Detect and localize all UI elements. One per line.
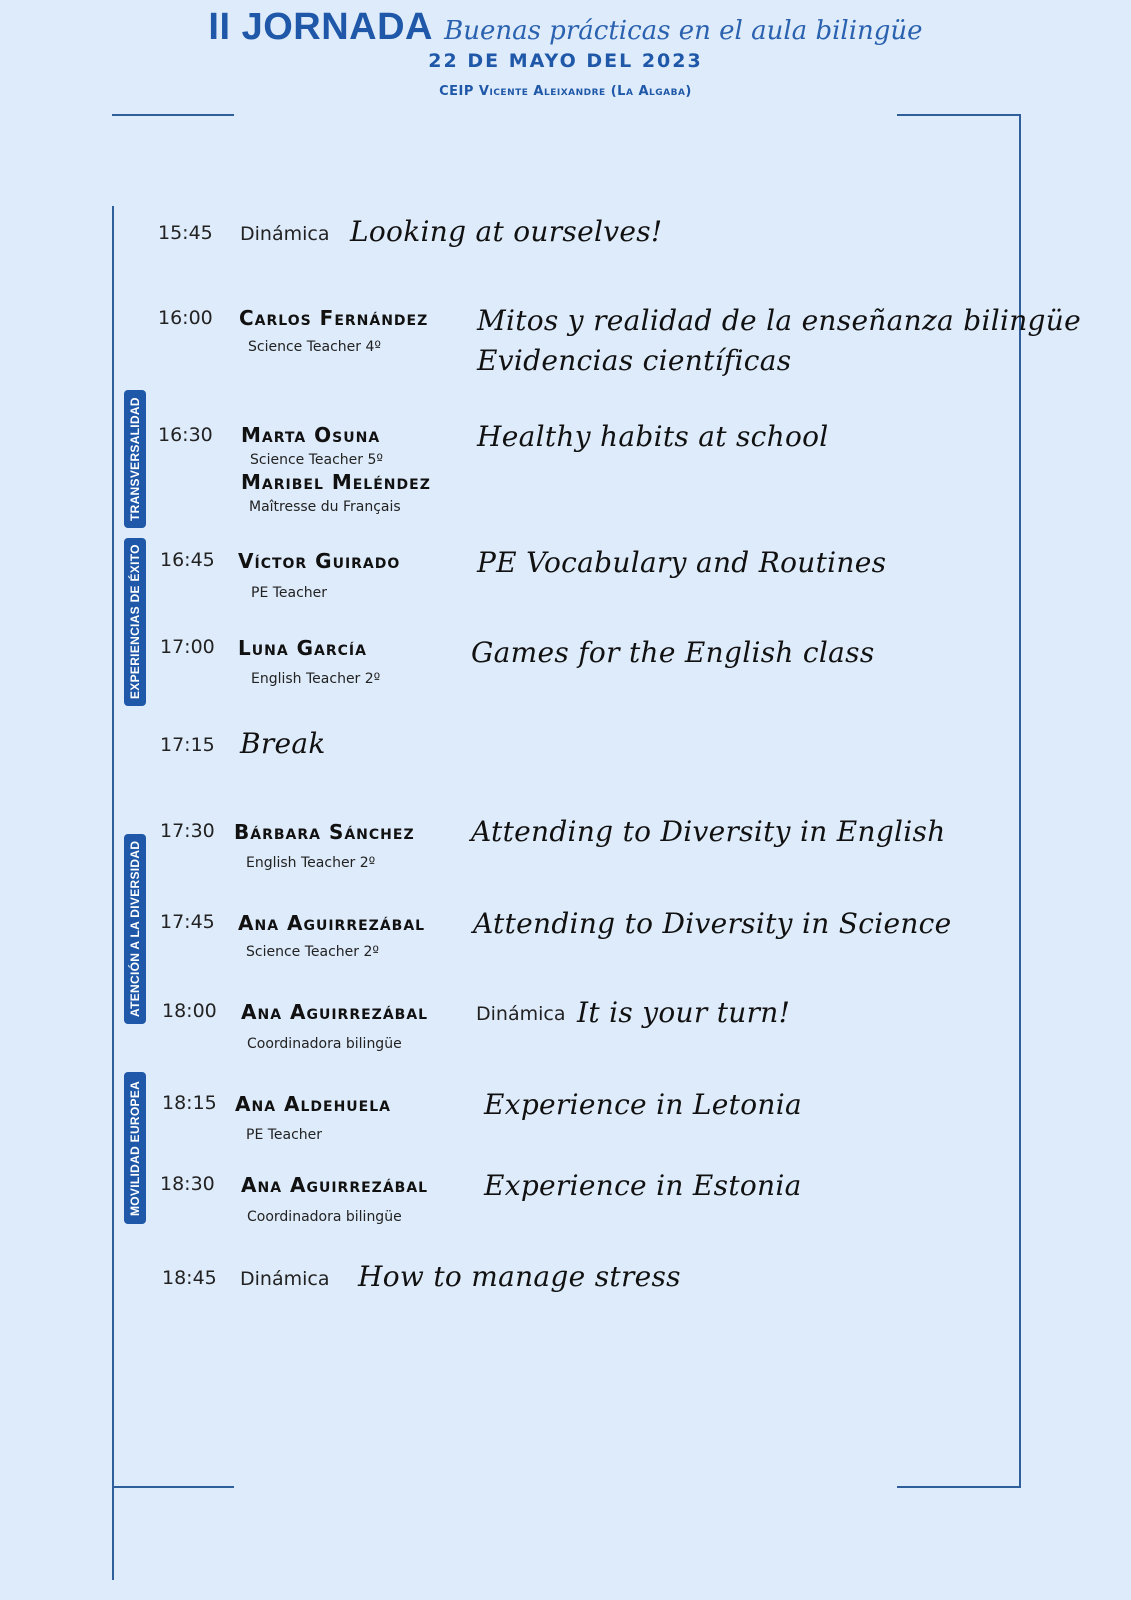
speaker-name: Marta Osuna xyxy=(241,423,381,447)
bottom-right-rule xyxy=(897,1486,1021,1488)
entry-time: 15:45 xyxy=(158,222,213,244)
header xyxy=(0,0,1131,110)
speaker-role: English Teacher 2º xyxy=(246,855,376,871)
talk-title: It is your turn! xyxy=(577,996,791,1029)
entry-time: 18:15 xyxy=(162,1092,217,1114)
talk-title: Looking at ourselves! xyxy=(350,215,663,248)
top-left-rule xyxy=(112,114,234,116)
entry-time: 17:30 xyxy=(160,820,215,842)
speaker-name: Ana Aguirrezábal xyxy=(241,1173,429,1197)
section-tag-movilidad: MOVILIDAD EUROPEA xyxy=(124,1072,146,1224)
entry-label: Dinámica xyxy=(476,1003,566,1025)
bottom-left-rule xyxy=(112,1486,234,1488)
entry-time: 17:15 xyxy=(160,734,215,756)
entry-time: 16:00 xyxy=(158,307,213,329)
speaker-role: Coordinadora bilingüe xyxy=(247,1209,402,1225)
entry-time: 16:45 xyxy=(160,549,215,571)
entry-time: 16:30 xyxy=(158,424,213,446)
talk-title: Games for the English class xyxy=(471,636,875,669)
speaker-name: Ana Aldehuela xyxy=(235,1092,391,1116)
speaker-role: Maîtresse du Français xyxy=(249,499,401,515)
speaker-name: Maribel Meléndez xyxy=(241,470,431,494)
talk-title: Break xyxy=(240,727,326,760)
entry-time: 17:00 xyxy=(160,636,215,658)
entry-time: 18:00 xyxy=(162,1000,217,1022)
section-tag-transversalidad: TRANSVERSALIDAD xyxy=(124,390,146,528)
speaker-role: Science Teacher 5º xyxy=(250,452,383,468)
speaker-name: Ana Aguirrezábal xyxy=(238,911,426,935)
section-tag-diversidad: ATENCIÓN A LA DIVERSIDAD xyxy=(124,834,146,1024)
school-name: CEIP Vicente Aleixandre (La Algaba) xyxy=(439,84,692,99)
speaker-name: Víctor Guirado xyxy=(238,549,401,573)
speaker-role: Coordinadora bilingüe xyxy=(247,1036,402,1052)
event-date: 22 DE MAYO DEL 2023 xyxy=(428,50,703,72)
page-title: II JORNADA xyxy=(208,6,433,48)
speaker-role: Science Teacher 4º xyxy=(248,339,381,355)
talk-title: Experience in Letonia xyxy=(484,1088,802,1121)
talk-title: How to manage stress xyxy=(358,1260,681,1293)
left-vertical-rule xyxy=(112,206,114,1580)
entry-time: 18:30 xyxy=(160,1173,215,1195)
top-right-rule xyxy=(897,114,1021,116)
speaker-role: English Teacher 2º xyxy=(251,671,381,687)
entry-label: Dinámica xyxy=(240,223,330,245)
talk-subtitle: Evidencias científicas xyxy=(477,344,792,377)
page-subtitle: Buenas prácticas en el aula bilingüe xyxy=(444,16,923,46)
speaker-role: Science Teacher 2º xyxy=(246,944,379,960)
speaker-name: Bárbara Sánchez xyxy=(234,820,415,844)
talk-title: Experience in Estonia xyxy=(484,1169,802,1202)
entry-label: Dinámica xyxy=(240,1268,330,1290)
title-line xyxy=(0,6,1131,49)
talk-title: PE Vocabulary and Routines xyxy=(477,546,887,579)
talk-title: Mitos y realidad de la enseñanza bilingüe xyxy=(477,304,1081,337)
entry-time: 18:45 xyxy=(162,1267,217,1289)
section-tag-experiencias: EXPERIENCIAS DE ÉXITO xyxy=(124,538,146,706)
speaker-name: Ana Aguirrezábal xyxy=(241,1000,429,1024)
entry-time: 17:45 xyxy=(160,911,215,933)
speaker-name: Carlos Fernández xyxy=(239,306,429,330)
talk-title: Attending to Diversity in English xyxy=(471,815,946,848)
talk-title: Attending to Diversity in Science xyxy=(473,907,952,940)
speaker-role: PE Teacher xyxy=(246,1127,323,1143)
talk-title: Healthy habits at school xyxy=(477,420,829,453)
speaker-name: Luna García xyxy=(238,636,367,660)
speaker-role: PE Teacher xyxy=(251,585,328,601)
